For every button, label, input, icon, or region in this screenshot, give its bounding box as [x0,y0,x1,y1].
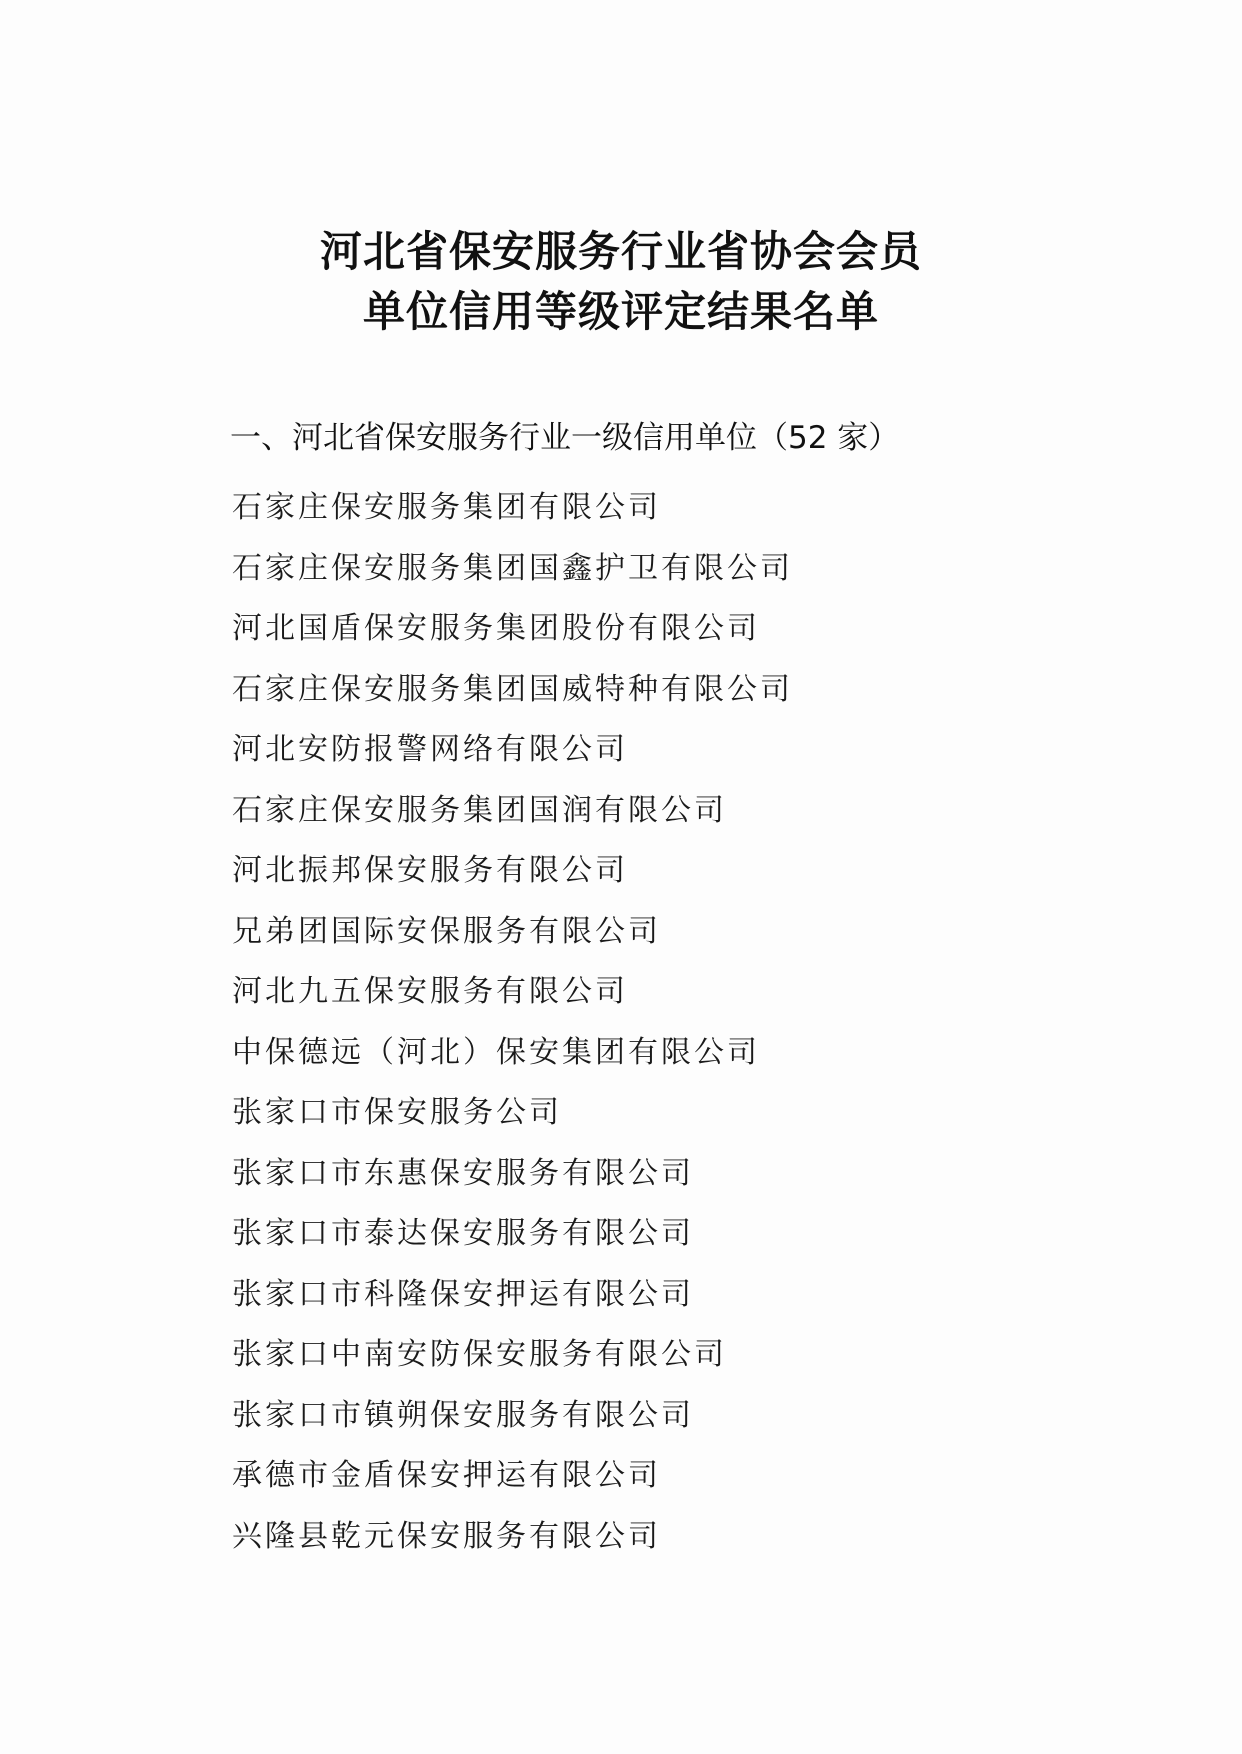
unit-item: 石家庄保安服务集团国润有限公司 [232,792,727,828]
unit-item: 河北安防报警网络有限公司 [232,732,628,767]
unit-item: 兴隆县乾元保安服务有限公司 [232,1518,661,1554]
unit-item: 石家庄保安服务集团国鑫护卫有限公司 [232,550,793,586]
unit-item: 河北振邦保安服务有限公司 [232,853,628,888]
unit-item: 石家庄保安服务集团国威特种有限公司 [232,671,793,707]
section-heading: 一、河北省保安服务行业一级信用单位（52 家） [230,420,900,456]
unit-item: 张家口市镇朔保安服务有限公司 [232,1397,694,1433]
title-line-2: 单位信用等级评定结果名单 [362,287,879,336]
unit-item: 张家口市东惠保安服务有限公司 [232,1155,694,1191]
unit-item: 石家庄保安服务集团有限公司 [232,490,661,525]
unit-item: 兄弟团国际安保服务有限公司 [232,913,661,949]
unit-item: 河北九五保安服务有限公司 [232,974,628,1009]
unit-item: 中保德远（河北）保安集团有限公司 [232,1034,760,1070]
unit-item: 张家口市保安服务公司 [232,1095,562,1130]
unit-item: 张家口市泰达保安服务有限公司 [232,1216,694,1251]
title-line-1: 河北省保安服务行业省协会会员 [319,227,922,276]
document-title [0,222,1242,342]
unit-item: 承德市金盾保安押运有限公司 [232,1458,661,1493]
unit-list [232,478,793,1567]
unit-item: 河北国盾保安服务集团股份有限公司 [232,611,760,646]
unit-item: 张家口市科隆保安押运有限公司 [232,1276,694,1312]
unit-item: 张家口中南安防保安服务有限公司 [232,1337,727,1372]
